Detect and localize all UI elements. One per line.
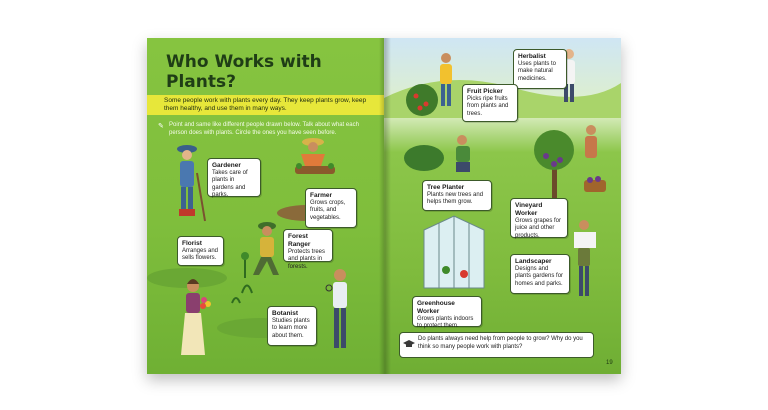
right-page (384, 38, 621, 374)
botanist-illustration (325, 266, 355, 362)
instructions-text: Point and same like different people drawn below. Talk about what each person does with plants. Circle the ones you have seen before. (169, 122, 359, 136)
role-desc: Grows grapes for juice and other products. (515, 218, 562, 239)
callout-gardener (207, 158, 261, 197)
role-name: Tree Planter (427, 184, 465, 191)
gardener-illustration (167, 143, 207, 225)
callout-botanist (267, 306, 317, 346)
pencil-icon: ✎ (158, 123, 164, 130)
callout-greenhouse-worker (412, 296, 482, 330)
farmer-illustration (287, 136, 342, 178)
open-book (147, 38, 621, 374)
role-name: Farmer (310, 192, 333, 199)
callout-landscaper (510, 254, 570, 294)
role-desc: Arranges and sells flowers. (182, 248, 219, 262)
role-name: Landscaper (515, 258, 552, 265)
role-desc: Uses plants to make natural medicines. (518, 61, 557, 82)
role-name: Herbalist (518, 53, 546, 60)
florist-illustration (175, 276, 215, 366)
callout-forest-ranger (283, 229, 333, 270)
discussion-question (399, 332, 594, 358)
role-name: Gardener (212, 162, 241, 169)
role-name: Botanist (272, 310, 298, 317)
role-name: Greenhouse Worker (417, 300, 455, 315)
role-name: Forest Ranger (288, 233, 311, 248)
role-desc: Protects trees and plants in forests. (288, 249, 326, 270)
callout-fruit-picker (462, 84, 518, 122)
role-desc: Picks ripe fruits from plants and trees. (467, 96, 509, 117)
role-desc: Takes care of plants in gardens and parks. (212, 170, 248, 199)
callout-herbalist (513, 49, 567, 89)
callout-vineyard-worker (510, 198, 568, 238)
page-number: 19 (606, 360, 613, 366)
role-desc: Plants new trees and helps them grow. (427, 192, 484, 206)
graduation-cap-icon (403, 339, 415, 349)
role-name: Fruit Picker (467, 88, 503, 95)
left-page (147, 38, 384, 374)
role-desc: Designs and plants gardens for homes and parks. (515, 266, 564, 287)
role-desc: Grows crops, fruits, and vegetables. (310, 200, 346, 221)
callout-florist (177, 236, 224, 266)
role-name: Florist (182, 240, 202, 247)
question-text: Do plants always need help from people to grow? Why do you think so many people work with plants? (418, 336, 583, 350)
callout-tree-planter (422, 180, 492, 211)
role-desc: Grows plants indoors to protect them. (417, 316, 474, 330)
page-title: Who Works with Plants? (166, 52, 322, 92)
book-spine (379, 38, 391, 374)
role-desc: Studies plants to learn more about them. (272, 318, 310, 339)
intro-text: Some people work with plants every day. They keep plants grow, keep them healthy, and use them in many ways. (164, 97, 367, 112)
role-name: Vineyard Worker (515, 202, 543, 217)
callout-farmer (305, 188, 357, 228)
